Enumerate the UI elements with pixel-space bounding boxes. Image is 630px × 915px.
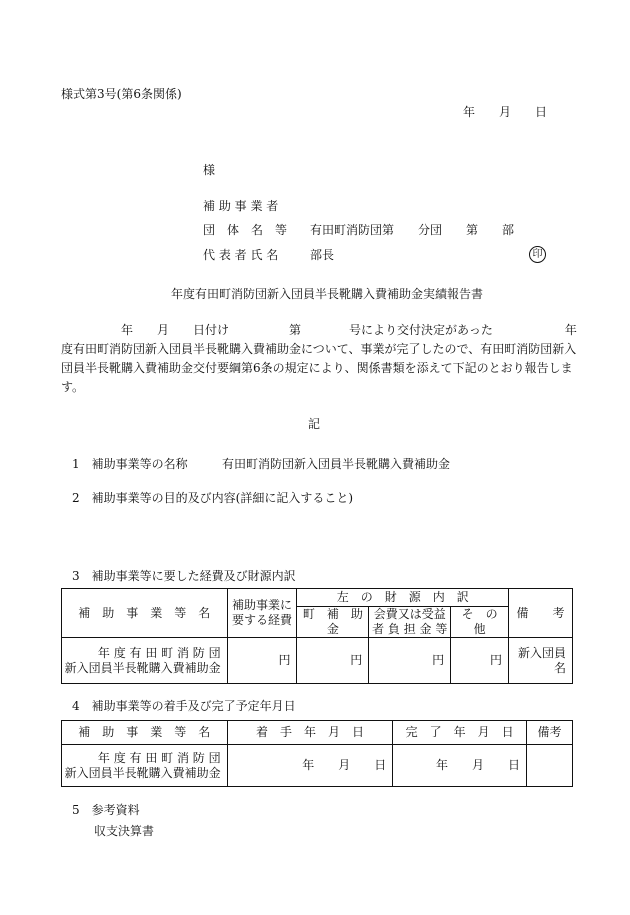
item4-label: 4 補助事業等の着手及び完了予定年月日 xyxy=(72,699,296,713)
org-label: 団 体 名 等 xyxy=(203,223,288,237)
row-project-name-line: 新入団員半長靴購入費補助金 xyxy=(64,765,221,780)
addressee-sama: 様 xyxy=(203,163,216,177)
applicant-label: 補 助 事 業 者 xyxy=(203,199,279,213)
document-title: 年度有田町消防団新入団員半長靴購入費補助金実績報告書 xyxy=(171,287,484,301)
item1-value: 有田町消防団新入団員半長靴購入費補助金 xyxy=(222,457,451,471)
cell-end-date: 年 月 日 xyxy=(393,745,527,787)
row-project-name-line: 年 度 有 田 町 消 防 団 xyxy=(97,645,221,660)
seal-mark: 印 xyxy=(529,246,546,263)
cell-cost: 円 xyxy=(227,638,297,684)
item5-value: 収支決算書 xyxy=(94,824,155,838)
header-cost-line: 補助事業に xyxy=(232,598,293,612)
header-fee-line: 会費又は受益 xyxy=(373,607,446,621)
cell-other: 円 xyxy=(451,638,509,684)
header-other: そ の 他 xyxy=(451,607,509,638)
form-number: 様式第3号(第6条関係) xyxy=(61,87,182,101)
item1-label: 1 補助事業等の名称 xyxy=(72,457,188,471)
body-line: 度有田町消防団新入団員半長靴購入費補助金について、事業が完了したので、有田町消防団新入 xyxy=(61,342,577,356)
schedule-table xyxy=(61,720,573,787)
report-date: 年 月 日 xyxy=(463,105,548,119)
representative-label: 代 表 者 氏 名 xyxy=(203,248,279,262)
header-cost-line: 要する経費 xyxy=(232,613,293,627)
body-line: 団員半長靴購入費補助金交付要綱第6条の規定により、関係書類を添えて下記のとおり報告しま xyxy=(61,361,573,375)
header-project-name: 補 助 事 業 等 名 xyxy=(62,721,228,745)
body-paragraph xyxy=(61,321,581,397)
cell-fee: 円 xyxy=(369,638,451,684)
header-notes: 備考 xyxy=(527,721,573,745)
header-fee-line: 者 負 担 金 等 xyxy=(372,622,448,636)
row-project-name xyxy=(62,638,228,684)
header-notes: 備 考 xyxy=(509,589,573,638)
header-cost xyxy=(227,589,297,638)
header-project-name: 補 助 事 業 等 名 xyxy=(62,589,228,638)
row-project-name-line: 年 度 有 田 町 消 防 団 xyxy=(97,750,221,765)
row-project-name xyxy=(62,745,228,787)
notes-line: 新入団員 xyxy=(517,645,566,660)
cell-town-subsidy: 円 xyxy=(297,638,369,684)
header-start-date: 着 手 年 月 日 xyxy=(227,721,393,745)
header-town-subsidy: 町 補 助 金 xyxy=(297,607,369,638)
item3-label: 3 補助事業等に要した経費及び財源内訳 xyxy=(72,569,296,583)
body-line: 年 月 日付け 第 号により交付決定があった 年 xyxy=(61,323,577,337)
notes-line: 名 xyxy=(553,660,566,675)
org-value: 有田町消防団第 分団 第 部 xyxy=(310,223,515,237)
header-end-date: 完 了 年 月 日 xyxy=(393,721,527,745)
header-fee xyxy=(369,607,451,638)
cell-notes xyxy=(527,745,573,787)
ki-heading: 記 xyxy=(308,417,321,431)
body-line: す。 xyxy=(61,380,85,394)
item2-label: 2 補助事業等の目的及び内容(詳細に記入すること) xyxy=(72,491,354,505)
row-project-name-line: 新入団員半長靴購入費補助金 xyxy=(64,660,221,675)
header-breakdown: 左 の 財 源 内 訳 xyxy=(297,589,509,607)
cell-notes xyxy=(509,638,573,684)
expense-table xyxy=(61,588,573,684)
cell-start-date: 年 月 日 xyxy=(227,745,393,787)
item5-label: 5 参考資料 xyxy=(72,803,140,817)
representative-value: 部長 xyxy=(310,248,335,262)
